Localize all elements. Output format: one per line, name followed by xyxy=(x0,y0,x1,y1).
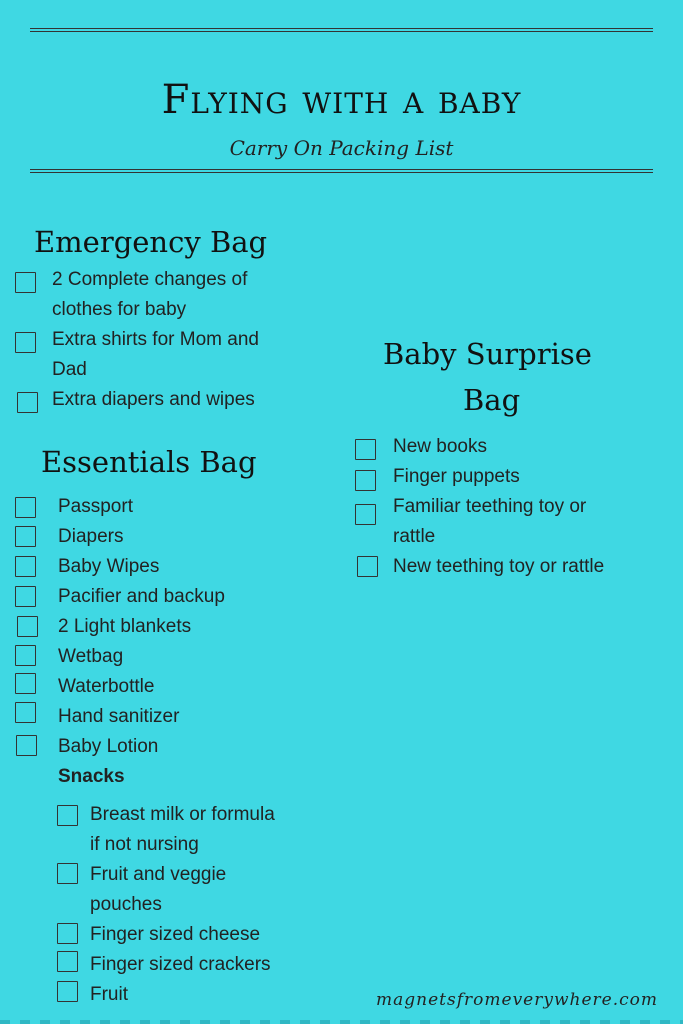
page-subtitle: Carry On Packing List xyxy=(229,136,454,160)
checkbox-snack-4[interactable] xyxy=(57,951,78,972)
checkbox-surprise-1[interactable] xyxy=(355,439,376,460)
checkbox-snack-1[interactable] xyxy=(57,805,78,826)
essentials-heading: Essentials Bag xyxy=(41,445,257,479)
snack-item-label: if not nursing xyxy=(90,834,199,855)
checkbox-emergency-1[interactable] xyxy=(15,272,36,293)
top-divider xyxy=(30,28,653,32)
checkbox-surprise-4[interactable] xyxy=(357,556,378,577)
essentials-item-label: Baby Wipes xyxy=(58,556,160,577)
checkbox-snack-5[interactable] xyxy=(57,981,78,1002)
checkbox-essentials-4[interactable] xyxy=(15,586,36,607)
checkbox-essentials-8[interactable] xyxy=(15,702,36,723)
snack-item-label: Breast milk or formula xyxy=(90,804,275,825)
emergency-item-label: clothes for baby xyxy=(52,299,187,320)
snack-item-label: Fruit and veggie xyxy=(90,864,227,885)
emergency-item-label: Extra shirts for Mom and xyxy=(52,329,259,350)
checkbox-essentials-1[interactable] xyxy=(15,497,36,518)
snack-item-label: pouches xyxy=(90,894,162,915)
emergency-item-label: Dad xyxy=(52,359,87,380)
checkbox-essentials-7[interactable] xyxy=(15,673,36,694)
checkbox-surprise-3[interactable] xyxy=(355,504,376,525)
checkbox-snack-2[interactable] xyxy=(57,863,78,884)
surprise-item-label: New books xyxy=(393,436,487,457)
essentials-item-label: Passport xyxy=(58,496,133,517)
essentials-item-label: Pacifier and backup xyxy=(58,586,225,607)
surprise-item-label: Familiar teething toy or xyxy=(393,496,587,517)
checkbox-emergency-3[interactable] xyxy=(17,392,38,413)
checkbox-essentials-3[interactable] xyxy=(15,556,36,577)
surprise-heading-line1: Baby Surprise xyxy=(383,337,592,371)
emergency-item-label: 2 Complete changes of xyxy=(52,269,248,290)
emergency-item-label: Extra diapers and wipes xyxy=(52,389,255,410)
essentials-item-label: 2 Light blankets xyxy=(58,616,192,637)
surprise-item-label: New teething toy or rattle xyxy=(393,556,605,577)
bottom-divider xyxy=(30,169,653,173)
essentials-item-label: Baby Lotion xyxy=(58,736,159,757)
checkbox-surprise-2[interactable] xyxy=(355,470,376,491)
surprise-item-label: rattle xyxy=(393,526,436,547)
snacks-label: Snacks xyxy=(58,766,125,787)
website-credit[interactable]: magnetsfromeverywhere.com xyxy=(376,990,658,1010)
checkbox-emergency-2[interactable] xyxy=(15,332,36,353)
snack-item-label: Finger sized cheese xyxy=(90,924,261,945)
essentials-item-label: Hand sanitizer xyxy=(58,706,180,727)
surprise-heading-line2: Bag xyxy=(463,383,521,417)
bottom-dashed-border xyxy=(0,1020,683,1024)
essentials-item-label: Diapers xyxy=(58,526,124,547)
essentials-item-label: Wetbag xyxy=(58,646,124,667)
checkbox-essentials-6[interactable] xyxy=(15,645,36,666)
snack-item-label: Finger sized crackers xyxy=(90,954,271,975)
snack-item-label: Fruit xyxy=(90,984,128,1005)
checkbox-essentials-5[interactable] xyxy=(17,616,38,637)
checkbox-snack-3[interactable] xyxy=(57,923,78,944)
checkbox-essentials-9[interactable] xyxy=(16,735,37,756)
page-title: Flying with a baby xyxy=(161,77,522,123)
surprise-item-label: Finger puppets xyxy=(393,466,520,487)
checkbox-essentials-2[interactable] xyxy=(15,526,36,547)
emergency-heading: Emergency Bag xyxy=(34,225,268,259)
essentials-item-label: Waterbottle xyxy=(58,676,155,697)
